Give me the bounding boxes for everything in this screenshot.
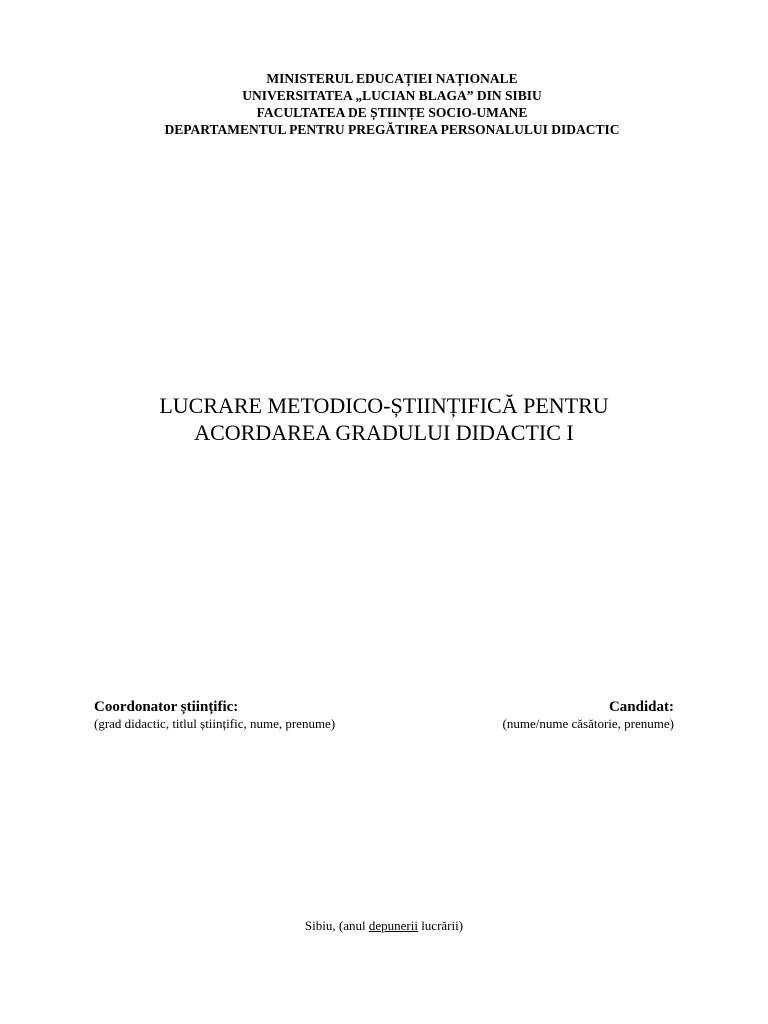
candidate-label: Candidat:	[608, 699, 674, 715]
candidate-hint: (nume/nume căsătorie, prenume)	[502, 716, 674, 731]
coordinator-label: Coordonator științific:	[94, 699, 239, 715]
title-line-1: LUCRARE METODICO-ȘTIINȚIFICĂ PENTRU	[159, 393, 609, 418]
footer-underlined-word: depunerii	[368, 918, 418, 933]
department-line: DEPARTAMENTUL PENTRU PREGĂTIREA PERSONALULUI DIDACTIC	[164, 122, 620, 137]
ministry-line: MINISTERUL EDUCAȚIEI NAȚIONALE	[266, 71, 518, 86]
university-line: UNIVERSITATEA „LUCIAN BLAGA” DIN SIBIU	[242, 88, 542, 103]
footer-prefix: Sibiu, (anul	[304, 918, 369, 933]
place-year-footer	[0, 918, 768, 934]
coordinator-block	[94, 698, 335, 732]
faculty-line: FACULTATEA DE ȘTIINȚE SOCIO-UMANE	[256, 105, 528, 120]
coordinator-hint: (grad didactic, titlul științific, nume, prenume)	[94, 716, 336, 731]
institution-header	[0, 70, 768, 138]
candidate-block	[503, 698, 674, 732]
document-title	[0, 392, 768, 446]
footer-suffix: lucrării)	[417, 918, 464, 933]
title-line-2: ACORDAREA GRADULUI DIDACTIC I	[194, 420, 574, 445]
